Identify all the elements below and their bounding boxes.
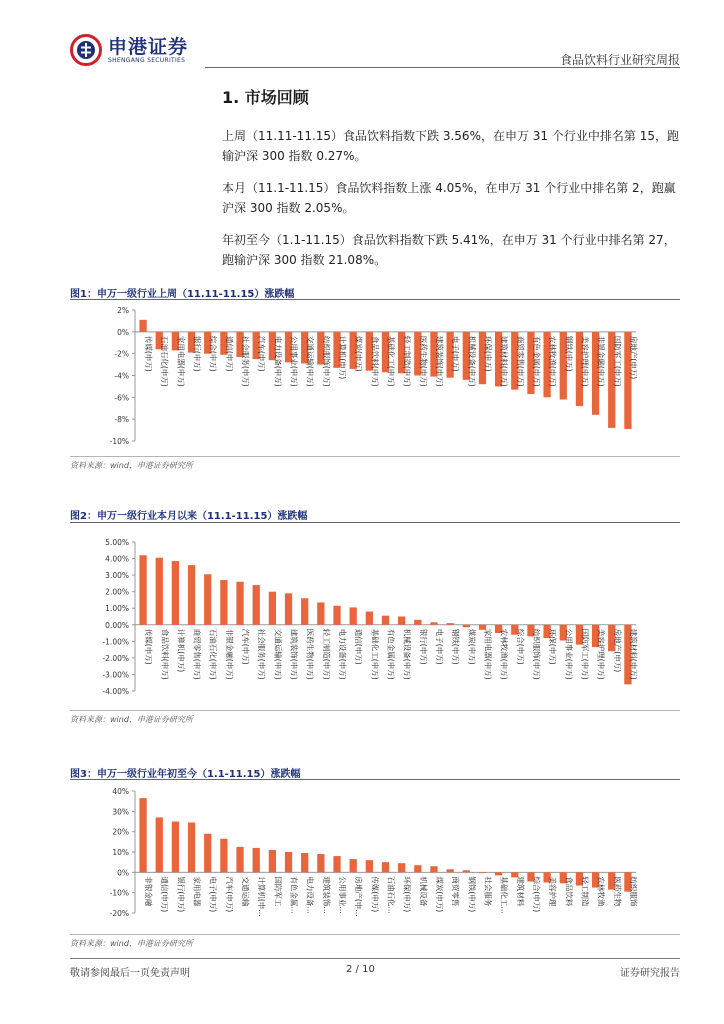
x-category-label: 家用电器(申万) xyxy=(176,335,186,387)
bar xyxy=(236,582,243,625)
x-category-label: 医药生物(申万) xyxy=(305,628,315,680)
bar xyxy=(317,854,324,872)
y-tick-label: 20% xyxy=(112,827,129,837)
bar xyxy=(269,592,276,625)
x-category-label: 家用电器(申万) xyxy=(483,628,493,680)
paragraph-ytd: 年初至今（1.1-11.15）食品饮料指数下跌 5.41%，在申万 31 个行业中排名第 27，跑输沪深 300 指数 21.08%。 xyxy=(222,233,676,267)
bar xyxy=(463,625,470,627)
x-category-label: 建筑材料(申万) xyxy=(628,628,638,680)
x-category-label: 钢铁(申万) xyxy=(467,876,477,913)
x-category-label: 交通运输(申万) xyxy=(305,335,315,387)
x-category-label: 美容护理(申万) xyxy=(596,628,606,680)
y-tick-label: 2.00% xyxy=(105,587,129,597)
bar xyxy=(156,817,163,872)
x-category-label: 非银金融 xyxy=(144,876,154,907)
footer-disclaimer: 敬请参阅最后一页免责声明 xyxy=(70,968,190,979)
figure-1-source: 资料来源：wind，申港证券研究所 xyxy=(70,461,193,470)
header-divider xyxy=(205,67,680,68)
x-category-label: 传媒(申万) xyxy=(144,335,154,372)
x-category-label: 钢铁(申万) xyxy=(564,335,574,372)
section-title: 1. 市场回顾 xyxy=(222,88,309,107)
bar xyxy=(350,607,357,624)
bar xyxy=(447,623,454,625)
figure-1-title: 图1：申万一级行业上周（11.11-11.15）涨跌幅 xyxy=(70,289,295,300)
y-tick-label: -6% xyxy=(114,393,129,403)
x-category-label: 公用事业… xyxy=(338,876,348,914)
x-category-label: 国防军工 xyxy=(273,876,283,907)
y-tick-label: 2% xyxy=(117,306,129,315)
x-category-label: 汽车(申万) xyxy=(224,876,234,913)
bar xyxy=(430,866,437,872)
bar xyxy=(285,593,292,624)
bar xyxy=(333,856,340,872)
x-category-label: 房地产(申万) xyxy=(628,335,638,380)
bar xyxy=(301,853,308,872)
x-category-label: 商贸零售(申万) xyxy=(515,335,525,387)
figure-2-bottom-rule xyxy=(70,710,680,711)
x-category-label: 商贸零售(申万) xyxy=(192,628,202,680)
bar xyxy=(430,622,437,624)
x-category-label: 计算机(申万) xyxy=(176,628,186,673)
x-category-label: 综合(申万) xyxy=(515,628,525,665)
bar xyxy=(204,574,211,624)
bar xyxy=(350,859,357,872)
x-category-label: 社会服务(申万) xyxy=(257,628,267,680)
y-tick-label: 0.00% xyxy=(105,620,129,630)
y-tick-label: 0% xyxy=(117,868,129,878)
x-category-label: 环保(申万) xyxy=(548,628,558,665)
figure-3-chart xyxy=(70,783,680,931)
x-category-label: 建筑装饰… xyxy=(321,876,331,914)
x-category-label: 建筑装饰(申万) xyxy=(289,628,299,680)
brand-logo xyxy=(70,34,188,66)
figure-1-top-rule xyxy=(70,299,680,300)
figure-1-chart xyxy=(70,302,680,455)
page-number: 2 / 10 xyxy=(346,964,375,975)
x-category-label: 银行(申万) xyxy=(418,628,428,665)
x-category-label: 石油石化(申万) xyxy=(208,628,218,680)
bar xyxy=(366,860,373,872)
x-category-label: 房地产(申万) xyxy=(612,628,622,673)
bar xyxy=(414,865,421,872)
x-category-label: 煤炭(申万) xyxy=(434,876,444,913)
y-tick-label: 3.00% xyxy=(105,571,129,581)
x-category-label: 社会服务(申万) xyxy=(241,335,251,387)
bar xyxy=(236,847,243,872)
y-tick-label: -2.00% xyxy=(102,653,129,663)
x-category-label: 电力设备(申万) xyxy=(338,628,348,680)
figure-2-chart xyxy=(70,534,680,704)
x-category-label: 交通运输(申万) xyxy=(273,628,283,680)
y-tick-label: 40% xyxy=(112,787,129,796)
y-tick-label: 5.00% xyxy=(105,538,129,547)
y-tick-label: -10% xyxy=(109,437,129,446)
bar xyxy=(139,320,146,332)
x-category-label: 公用事业(申万) xyxy=(564,628,574,680)
bar xyxy=(220,580,227,625)
x-category-label: 交通运输 xyxy=(241,876,251,907)
x-category-label: 传媒(申万) xyxy=(370,876,380,913)
y-tick-label: -10% xyxy=(109,888,129,898)
bar xyxy=(447,869,454,872)
footer-report-label: 证券研究报告 xyxy=(620,968,680,979)
bar xyxy=(139,555,146,625)
x-category-label: 国防军工(申万) xyxy=(580,628,590,680)
x-category-label: 有色金属(申万) xyxy=(386,628,396,680)
bar xyxy=(188,565,195,625)
x-category-label: 建筑材料 xyxy=(515,876,525,907)
bar xyxy=(382,616,389,625)
x-category-label: 有色金属… xyxy=(289,876,299,914)
x-category-label: 电力设备(申万) xyxy=(273,335,283,387)
x-category-label: 建筑装饰(申万) xyxy=(434,335,444,387)
y-tick-label: -4.00% xyxy=(102,687,129,696)
bar xyxy=(269,850,276,872)
x-category-label: 机械设备 xyxy=(418,876,428,907)
bar xyxy=(463,870,470,872)
x-category-label: 美容护理(申万) xyxy=(580,335,590,387)
paragraph-monthly: 本月（11.1-11.15）食品饮料指数上涨 4.05%，在申万 31 个行业中排名第 2，跑赢沪深 300 指数 2.05%。 xyxy=(222,181,676,215)
x-category-label: 环保(申万) xyxy=(483,335,493,372)
x-category-label: 综合(申万) xyxy=(531,876,541,913)
x-category-label: 银行(申万) xyxy=(176,876,186,913)
x-category-label: 医药生物 xyxy=(612,876,622,907)
figure-1-bottom-rule xyxy=(70,456,680,457)
bar xyxy=(172,561,179,625)
x-category-label: 煤炭(申万) xyxy=(467,628,477,665)
y-tick-label: -4% xyxy=(114,371,129,381)
x-category-label: 电子(申万) xyxy=(451,335,461,372)
x-category-label: 社会服务 xyxy=(483,876,493,907)
x-category-label: 计算机(申… xyxy=(257,876,267,917)
bar xyxy=(172,822,179,873)
y-tick-label: -3.00% xyxy=(102,670,129,680)
y-tick-label: -8% xyxy=(114,415,129,425)
x-category-label: 建筑材料(申万) xyxy=(499,335,509,387)
figure-3-title: 图3：申万一级行业年初至今（1.1-11.15）涨跌幅 xyxy=(70,769,301,780)
x-category-label: 电力设备… xyxy=(305,876,315,914)
x-category-label: 综合(申万) xyxy=(208,335,218,372)
y-tick-label: 0% xyxy=(117,327,129,337)
y-tick-label: -2% xyxy=(114,349,129,359)
bar xyxy=(253,585,260,625)
report-type: 食品饮料行业研究周报 xyxy=(559,53,680,67)
x-category-label: 机械设备(申万) xyxy=(467,335,477,387)
y-tick-label: 1.00% xyxy=(105,604,129,614)
figure-3-source: 资料来源：wind，申港证券研究所 xyxy=(70,939,193,948)
y-tick-label: -1.00% xyxy=(102,637,129,647)
logo-name-cn: 申港证券 xyxy=(108,35,189,58)
y-tick-label: 10% xyxy=(112,848,129,857)
bar xyxy=(220,839,227,873)
x-category-label: 公用事业(申万) xyxy=(289,335,299,387)
x-category-label: 基础化工(申万) xyxy=(386,335,396,387)
logo-name-en: SHENGANG SECURITIES xyxy=(108,56,186,64)
x-category-label: 计算机(申万) xyxy=(338,335,348,380)
x-category-label: 纺织服饰(申万) xyxy=(321,335,331,387)
x-category-label: 美容护理 xyxy=(548,876,558,907)
x-category-label: 纺织服饰(申万) xyxy=(531,628,541,680)
x-category-label: 石油石化(申万) xyxy=(160,335,170,387)
bar xyxy=(382,862,389,872)
x-category-label: 石油石化… xyxy=(386,876,396,914)
x-category-label: 非银金融(申万) xyxy=(596,335,606,387)
x-category-label: 食品饮料(申万) xyxy=(160,628,170,680)
bar xyxy=(188,823,195,873)
x-category-label: 医药生物(申万) xyxy=(418,335,428,387)
bar xyxy=(414,620,421,625)
y-tick-label: -20% xyxy=(109,909,129,918)
bar xyxy=(317,602,324,624)
paragraph-weekly: 上周（11.11-11.15）食品饮料指数下跌 3.56%，在申万 31 个行业中排名第 15，跑输沪深 300 指数 0.27%。 xyxy=(222,129,679,163)
x-category-label: 食品饮料 xyxy=(564,876,574,907)
footer-divider xyxy=(70,958,680,959)
y-tick-label: 4.00% xyxy=(105,554,129,564)
bar xyxy=(253,848,260,872)
x-category-label: 电子(申万) xyxy=(434,628,444,665)
bar xyxy=(398,863,405,872)
x-category-label: 商贸零售 xyxy=(451,876,461,907)
x-category-label: 机械设备(申万) xyxy=(402,628,412,680)
bar xyxy=(495,872,502,875)
bar xyxy=(398,617,405,625)
x-category-label: 农林牧渔 xyxy=(596,876,606,907)
x-category-label: 有色金属(申万) xyxy=(531,335,541,387)
bar xyxy=(301,598,308,624)
figure-2-title: 图2：申万一级行业本月以来（11.1-11.15）涨跌幅 xyxy=(70,511,308,522)
bar xyxy=(139,798,146,872)
x-category-label: 轻工制造(申万) xyxy=(402,335,412,387)
figure-3-top-rule xyxy=(70,779,680,780)
x-category-label: 食品饮料(申万) xyxy=(370,335,380,387)
company-logo-icon xyxy=(70,34,102,66)
x-category-label: 农林牧渔(申万) xyxy=(499,628,509,680)
x-category-label: 通信(申万) xyxy=(160,876,170,913)
x-category-label: 汽车(申万) xyxy=(241,628,251,665)
figure-3-bottom-rule xyxy=(70,934,680,935)
x-category-label: 通信(申万) xyxy=(354,628,364,665)
x-category-label: 国防军工(申万) xyxy=(612,335,622,387)
x-category-label: 轻工制造(申万) xyxy=(321,628,331,680)
x-category-label: 钢铁(申万) xyxy=(451,628,461,665)
bar xyxy=(366,612,373,625)
x-category-label: 房地产(申… xyxy=(354,876,364,917)
x-category-label: 纺织服饰 xyxy=(628,876,638,907)
x-category-label: 家用电器 xyxy=(192,876,202,907)
x-category-label: 银行(申万) xyxy=(192,335,202,372)
y-tick-label: 30% xyxy=(112,807,129,817)
x-category-label: 通信(申万) xyxy=(224,335,234,372)
x-category-label: 基础化工… xyxy=(499,876,509,914)
x-category-label: 环保(申万) xyxy=(402,876,412,913)
bar xyxy=(204,834,211,873)
bar xyxy=(156,558,163,625)
x-category-label: 轻工制造 xyxy=(580,876,590,907)
x-category-label: 传媒(申万) xyxy=(144,628,154,665)
x-category-label: 非银金融(申万) xyxy=(224,628,234,680)
bar xyxy=(333,606,340,625)
x-category-label: 煤炭(申万) xyxy=(354,335,364,372)
x-category-label: 电子(申万) xyxy=(208,876,218,913)
x-category-label: 基础化工(申万) xyxy=(370,628,380,680)
figure-2-source: 资料来源：wind，申港证券研究所 xyxy=(70,715,193,724)
x-category-label: 汽车(申万) xyxy=(257,335,267,372)
bar xyxy=(285,852,292,872)
figure-2-top-rule xyxy=(70,522,680,523)
bar xyxy=(479,872,486,873)
x-category-label: 农林牧渔(申万) xyxy=(548,335,558,387)
